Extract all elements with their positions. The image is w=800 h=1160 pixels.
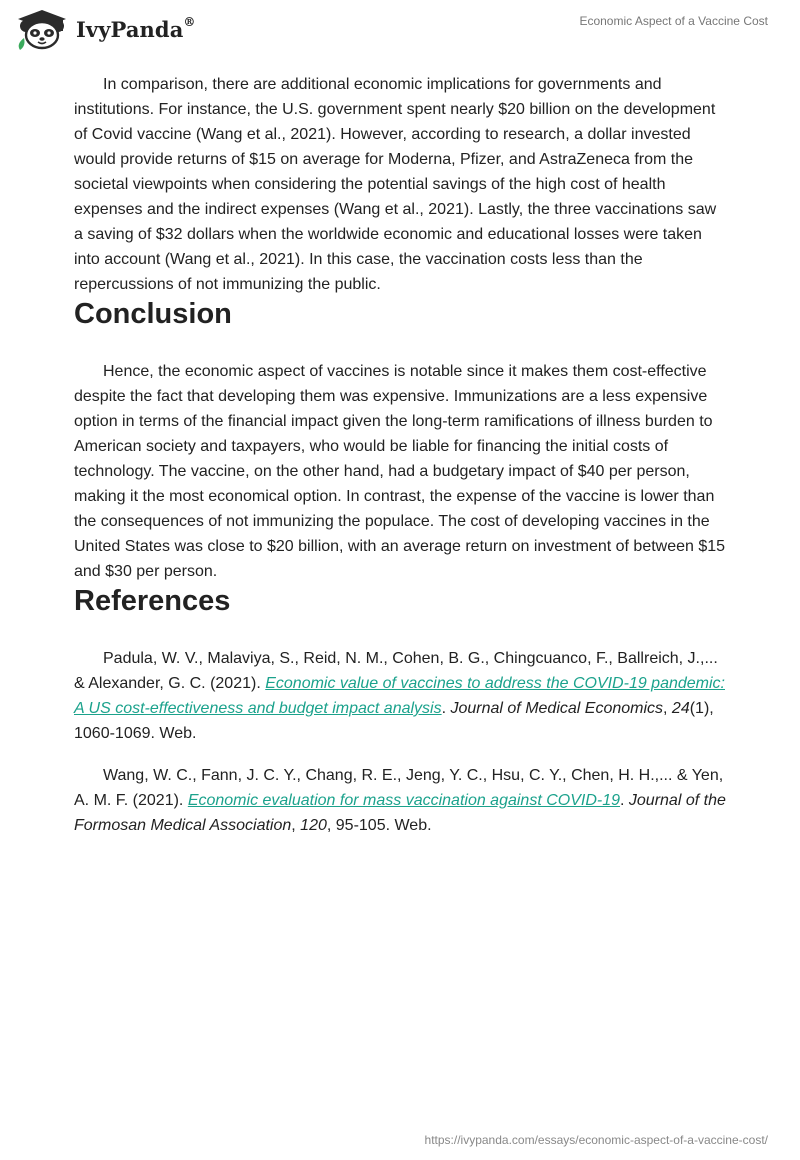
essay-content (74, 72, 726, 855)
panda-logo-icon (14, 8, 70, 50)
conclusion-heading: Conclusion (74, 298, 232, 330)
source-url[interactable]: https://ivypanda.com/essays/economic-aspect-of-a-vaccine-cost/ (424, 1133, 768, 1147)
ivypanda-logo[interactable] (14, 8, 196, 50)
document-title: Economic Aspect of a Vaccine Cost (579, 14, 768, 28)
reference-entry: Padula, W. V., Malaviya, S., Reid, N. M., Cohen, B. G., Chingcuanco, F., Ballreich, J.,... & Alexander, G. C. (2021). Economic value of vaccines to address the COVID-19 pandemic: A US cost-effectiveness and budget impact analysis. Journal of Medical Economics, 24(1), 1060-1069. Web. (74, 650, 725, 742)
conclusion-paragraph: Hence, the economic aspect of vaccines is notable since it makes them cost-effective despite the fact that developing them was expensive. Immunizations are a less expensive option in terms of the financial impact given the long-term ramifications of illness burden to American society and taxpayers, who would be liable for financing the initial costs of technology. The vaccine, on the other hand, had a budgetary impact of $40 per person, making it the most economical option. In contrast, the expense of the vaccine is lower than the consequences of not immunizing the populace. The cost of developing vaccines in the United States was close to $20 billion, with an average return on investment of between $15 and $30 per person. (74, 363, 726, 580)
body-paragraph: In comparison, there are additional economic implications for governments and institutions. For instance, the U.S. government spent nearly $20 billion on the development of Covid vaccine (Wang et al., 2021). However, according to research, a dollar invested would provide returns of $15 on average for Moderna, Pfizer, and AstraZeneca from the societal viewpoints when considering the potential savings of the high cost of health expenses and the indirect expenses (Wang et al., 2021). Lastly, the three vaccinations saw a saving of $32 dollars when the worldwide economic and educational losses were taken into account (Wang et al., 2021). In this case, the vaccination costs less than the repercussions of not immunizing the public. (74, 76, 717, 293)
page-header (0, 0, 800, 60)
reference-link[interactable]: Economic evaluation for mass vaccination against COVID-19 (187, 792, 621, 809)
reference-entry: Wang, W. C., Fann, J. C. Y., Chang, R. E., Jeng, Y. C., Hsu, C. Y., Chen, H. H.,... & Yen, A. M. F. (2021). Economic evaluation for mass vaccination against COVID-19. Journal of the Formosan Medical Association, 120, 95-105. Web. (74, 767, 726, 834)
references-heading: References (74, 585, 231, 617)
reference-link[interactable]: Economic value of vaccines to address the COVID-19 pandemic: A US cost-effectiveness and budget impact analysis (74, 675, 725, 717)
brand-name: IvyPanda® (76, 14, 196, 42)
